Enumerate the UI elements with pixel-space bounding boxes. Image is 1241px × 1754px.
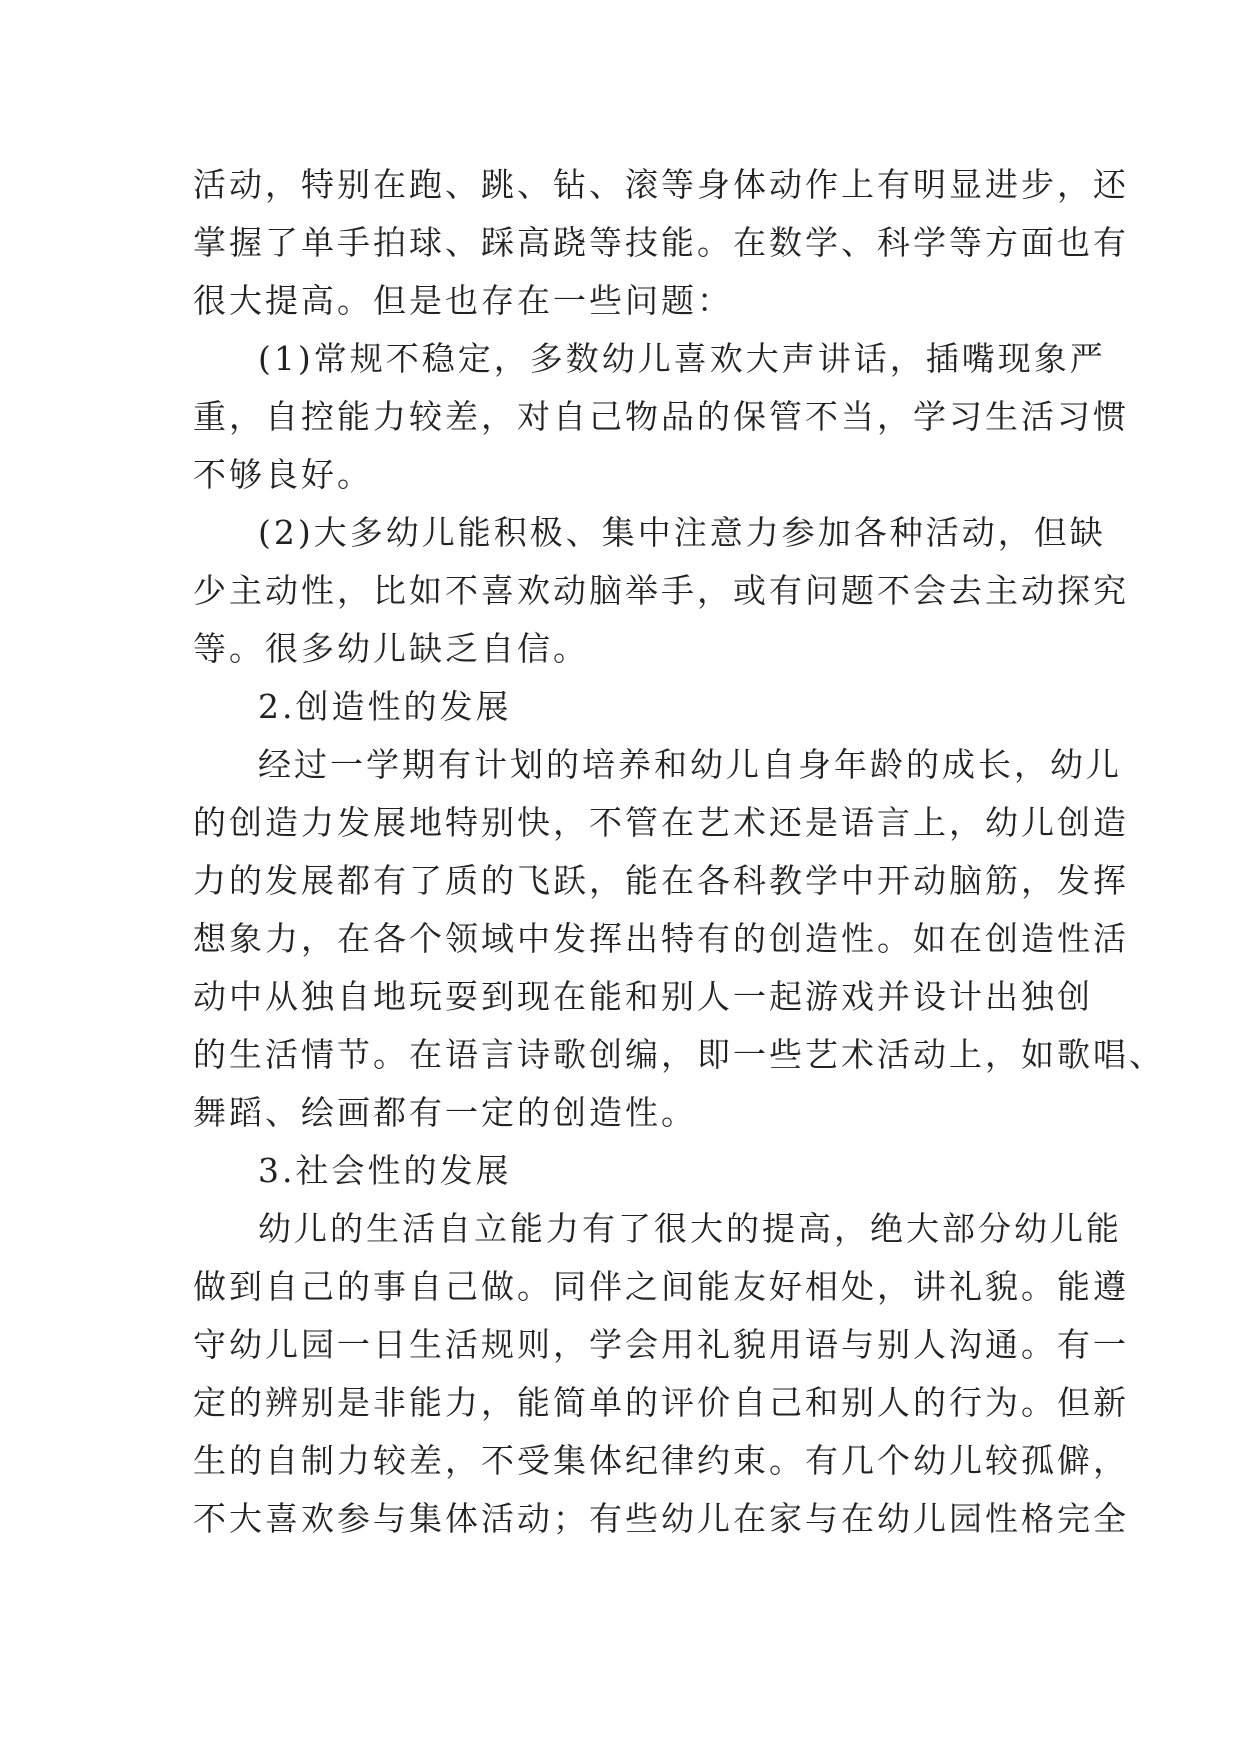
text-line: 定的辨别是非能力，能简单的评价自己和别人的行为。但新 <box>193 1383 1129 1422</box>
text-line: 舞蹈、绘画都有一定的创造性。 <box>193 1093 697 1132</box>
text-line: 守幼儿园一日生活规则，学会用礼貌用语与别人沟通。有一 <box>193 1325 1129 1364</box>
paragraph-start: 经过一学期有计划的培养和幼儿自身年龄的成长，幼儿 <box>258 745 1122 784</box>
text-line: 的创造力发展地特别快，不管在艺术还是语言上，幼儿创造 <box>193 803 1129 842</box>
paragraph-start: 幼儿的生活自立能力有了很大的提高，绝大部分幼儿能 <box>258 1209 1122 1248</box>
text-line: 想象力，在各个领域中发挥出特有的创造性。如在创造性活 <box>193 919 1129 958</box>
text-line: 不够良好。 <box>193 455 373 494</box>
list-item-1-start: (1)常规不稳定，多数幼儿喜欢大声讲话，插嘴现象严 <box>258 339 1106 378</box>
text-line: 动中从独自地玩耍到现在能和别人一起游戏并设计出独创 <box>193 977 1093 1016</box>
text-line: 不大喜欢参与集体活动；有些幼儿在家与在幼儿园性格完全 <box>193 1499 1129 1538</box>
text-line: 活动，特别在跑、跳、钻、滚等身体动作上有明显进步，还 <box>193 165 1129 204</box>
text-line: 重，自控能力较差，对自己物品的保管不当，学习生活习惯 <box>193 397 1129 436</box>
list-item-2-start: (2)大多幼儿能积极、集中注意力参加各种活动，但缺 <box>258 513 1106 552</box>
text-line: 生的自制力较差，不受集体纪律约束。有几个幼儿较孤僻， <box>193 1441 1129 1480</box>
text-line: 做到自己的事自己做。同伴之间能友好相处，讲礼貌。能遵 <box>193 1267 1129 1306</box>
section-heading-creativity: 2.创造性的发展 <box>258 687 512 726</box>
text-line: 少主动性，比如不喜欢动脑举手，或有问题不会去主动探究 <box>193 571 1129 610</box>
text-line: 的生活情节。在语言诗歌创编，即一些艺术活动上，如歌唱、 <box>193 1035 1165 1074</box>
text-line: 掌握了单手拍球、踩高跷等技能。在数学、科学等方面也有 <box>193 223 1129 262</box>
text-line: 力的发展都有了质的飞跃，能在各科教学中开动脑筋，发挥 <box>193 861 1129 900</box>
text-line: 等。很多幼儿缺乏自信。 <box>193 629 589 668</box>
text-line: 很大提高。但是也存在一些问题： <box>193 281 733 320</box>
section-heading-social: 3.社会性的发展 <box>258 1151 512 1190</box>
